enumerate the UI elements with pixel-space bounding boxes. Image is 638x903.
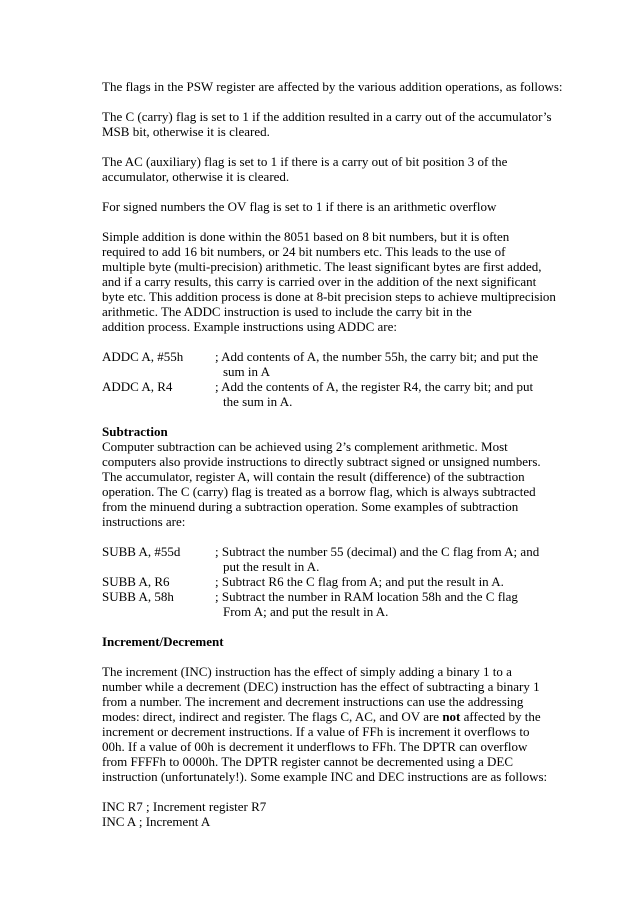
code-comment: From A; and put the result in A. [223, 604, 389, 619]
carry-flag-line: The C (carry) flag is set to 1 if the addition resulted in a carry out of the accumulator’s [102, 109, 552, 124]
code-instruction: SUBB A, R6 [102, 574, 170, 589]
code-comment: ; Subtract the number 55 (decimal) and the C flag from A; and [215, 544, 540, 559]
subtraction-line: from the minuend during a subtraction operation. Some examples of subtraction [102, 499, 519, 514]
addition-line: addition process. Example instructions using ADDC are: [102, 319, 397, 334]
carry-flag-line: MSB bit, otherwise it is cleared. [102, 124, 270, 139]
code-comment: ; Add the contents of A, the register R4, the carry bit; and put [215, 379, 534, 394]
code-comment: ; Add contents of A, the number 55h, the carry bit; and put the [215, 349, 539, 364]
addition-line: multiple byte (multi-precision) arithmetic. The least significant bytes are first added, [102, 259, 542, 274]
subtraction-line: Computer subtraction can be achieved using 2’s complement arithmetic. Most [102, 439, 508, 454]
incdec-text: affected by the [460, 709, 541, 724]
incdec-line: instruction (unfortunately!). Some example INC and DEC instructions are as follows: [102, 769, 548, 784]
code-example: INC R7 ; Increment register R7 [102, 799, 267, 814]
addition-line: Simple addition is done within the 8051 based on 8 bit numbers, but it is often [102, 229, 510, 244]
incdec-text: modes: direct, indirect and register. The flags C, AC, and OV are [102, 709, 443, 724]
ov-flag-line: For signed numbers the OV flag is set to 1 if there is an arithmetic overflow [102, 199, 497, 214]
addition-line: byte etc. This addition process is done at 8-bit precision steps to achieve multiprecision [102, 289, 556, 304]
incdec-line [102, 709, 541, 724]
addition-line: arithmetic. The ADDC instruction is used to include the carry bit in the [102, 304, 472, 319]
aux-flag-line: accumulator, otherwise it is cleared. [102, 169, 290, 184]
incdec-line: from FFFFh to 0000h. The DPTR register cannot be decremented using a DEC [102, 754, 514, 769]
code-example: INC A ; Increment A [102, 814, 211, 829]
incdec-line: increment or decrement instructions. If a value of FFh is increment it overflows to [102, 724, 530, 739]
intro-line: The flags in the PSW register are affected by the various addition operations, as follows: [102, 79, 563, 94]
code-instruction: ADDC A, #55h [102, 349, 184, 364]
code-instruction: SUBB A, #55d [102, 544, 181, 559]
incdec-line: number while a decrement (DEC) instruction has the effect of subtracting a binary 1 [102, 679, 540, 694]
section-heading: Subtraction [102, 424, 168, 439]
aux-flag-line: The AC (auxiliary) flag is set to 1 if there is a carry out of bit position 3 of the [102, 154, 508, 169]
subtraction-line: instructions are: [102, 514, 186, 529]
code-comment: ; Subtract R6 the C flag from A; and put the result in A. [215, 574, 504, 589]
code-comment: sum in A [223, 364, 270, 379]
code-comment: the sum in A. [223, 394, 293, 409]
emphasis-not: not [442, 709, 461, 724]
addition-line: and if a carry results, this carry is carried over in the addition of the next significant [102, 274, 537, 289]
subtraction-line: computers also provide instructions to directly subtract signed or unsigned numbers. [102, 454, 541, 469]
code-comment: put the result in A. [223, 559, 320, 574]
code-instruction: ADDC A, R4 [102, 379, 173, 394]
section-heading: Increment/Decrement [102, 634, 224, 649]
addition-line: required to add 16 bit numbers, or 24 bit numbers etc. This leads to the use of [102, 244, 506, 259]
subtraction-line: The accumulator, register A, will contain the result (difference) of the subtraction [102, 469, 525, 484]
code-instruction: SUBB A, 58h [102, 589, 174, 604]
code-comment: ; Subtract the number in RAM location 58h and the C flag [215, 589, 518, 604]
incdec-line: 00h. If a value of 00h is decrement it underflows to FFh. The DPTR can overflow [102, 739, 528, 754]
incdec-line: The increment (INC) instruction has the effect of simply adding a binary 1 to a [102, 664, 512, 679]
incdec-line: from a number. The increment and decrement instructions can use the addressing [102, 694, 524, 709]
subtraction-line: operation. The C (carry) flag is treated as a borrow flag, which is always subtracted [102, 484, 536, 499]
